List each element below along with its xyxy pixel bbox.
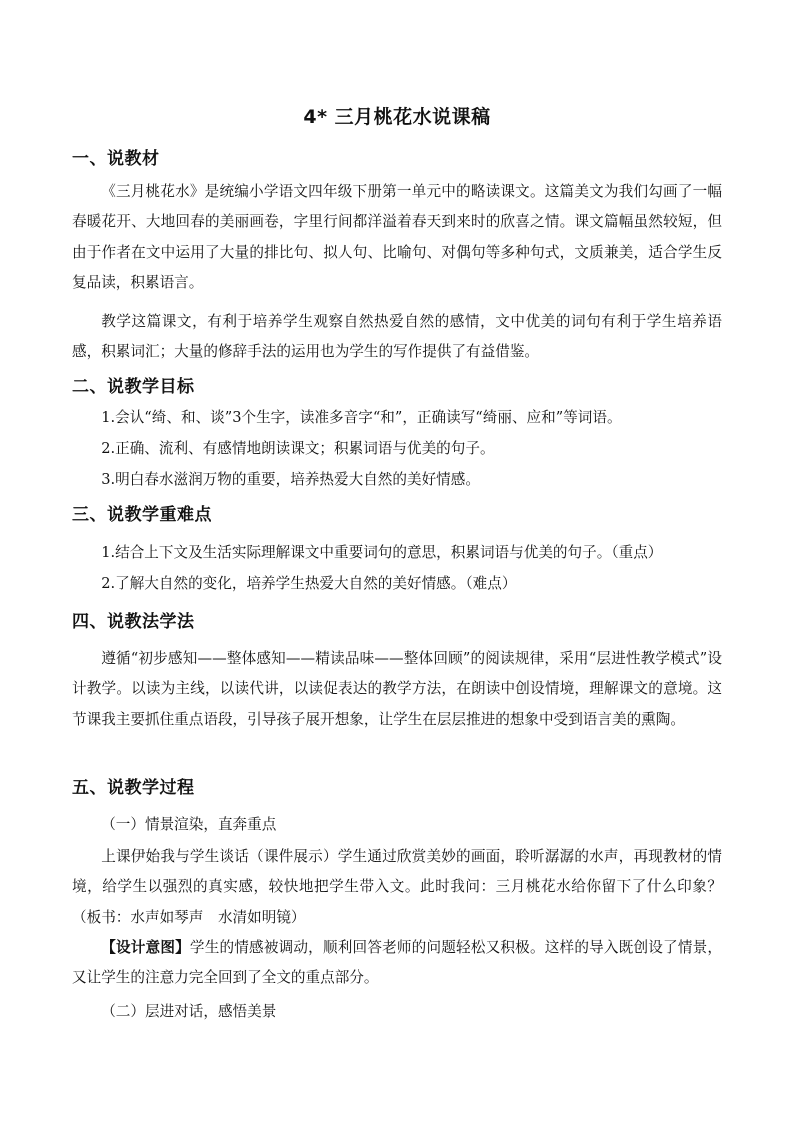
key-point-item-2: 2.了解大自然的变化，培养学生热爱大自然的美好情感。（难点） (101, 575, 517, 592)
document-title: 4* 三月桃花水说课稿 (303, 106, 491, 128)
paragraph-textbook-value: 教学这篇课文，有利于培养学生观察自然热爱自然的感情，文中优美的词句有利于学生培养语感，积累词汇；大量的修辞手法的运用也为学生的写作提供了有益借鉴。 (72, 313, 722, 361)
goal-item-1: 1.会认“绮、和、谈”3个生字，读准多音字“和”，正确读写“绮丽、应和”等词语。 (101, 409, 622, 426)
section-heading-process: 五、说教学过程 (72, 778, 195, 798)
paragraph-scene: 上课伊始我与学生谈话（课件展示）学生通过欣赏美妙的画面，聆听潺潺的水声，再现教材的情境，给学生以强烈的真实感，较快地把学生带入文。此时我问：三月桃花水给你留下了什么印象？（板书：水声如琴声 水清如明镜） (72, 848, 722, 926)
section-heading-textbook: 一、说教材 (72, 149, 160, 169)
paragraph-design-intent (72, 933, 722, 994)
design-intent-text: 学生的情感被调动，顺利回答老师的问题轻松又积极。这样的导入既创设了情景，又让学生的注意力完全回到了全文的重点部分。 (72, 939, 722, 987)
section-heading-goals: 二、说教学目标 (72, 377, 195, 397)
subheading-scene: （一）情景渲染，直奔重点 (101, 816, 277, 833)
design-intent-label: 【设计意图】 (101, 939, 190, 956)
section-heading-key-points: 三、说教学重难点 (72, 505, 212, 525)
paragraph-textbook-intro: 《三月桃花水》是统编小学语文四年级下册第一单元中的略读课文。这篇美文为我们勾画了一幅春暖花开、大地回春的美丽画卷，字里行间都洋溢着春天到来时的欣喜之情。课文篇幅虽然较短，但由于作者在文中运用了大量的排比句、拟人句、比喻句、对偶句等多种句式，文质兼美，适合学生反复品读，积累语言。 (72, 183, 722, 292)
subheading-dialogue: （二）层进对话，感悟美景 (101, 1003, 277, 1020)
section-heading-methods: 四、说教法学法 (72, 612, 195, 632)
goal-item-2: 2.正确、流利、有感情地朗读课文；积累词语与优美的句子。 (101, 440, 495, 457)
paragraph-methods: 遵循“初步感知——整体感知——精读品味——整体回顾”的阅读规律，采用“层进性教学模式”设计教学。以读为主线，以读代讲，以读促表达的教学方法，在朗读中创设情境，理解课文的意境。这节课我主要抓住重点语段，引导孩子展开想象，让学生在层层推进的想象中受到语言美的熏陶。 (72, 650, 722, 728)
key-point-item-1: 1.结合上下文及生活实际理解课文中重要词句的意思，积累词语与优美的句子。（重点） (101, 544, 663, 561)
goal-item-3: 3.明白春水滋润万物的重要，培养热爱大自然的美好情感。 (101, 471, 480, 488)
